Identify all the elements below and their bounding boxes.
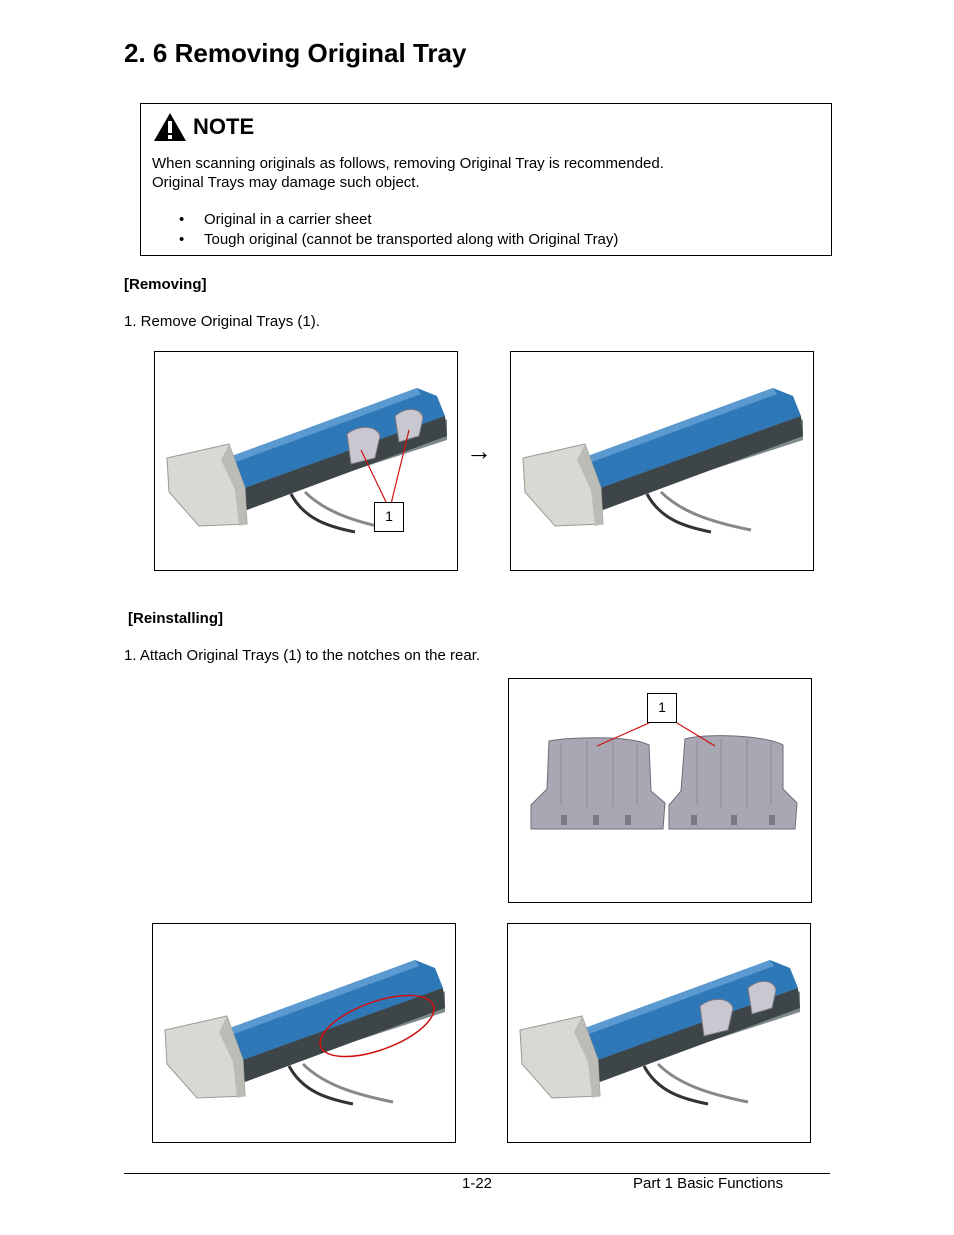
photo-original-trays <box>508 678 812 903</box>
note-header <box>153 112 254 142</box>
removing-heading: [Removing] <box>124 276 207 293</box>
scanner-illustration <box>523 388 803 532</box>
callout-label: 1 <box>374 502 404 532</box>
bullet-icon: • <box>179 211 185 228</box>
scanner-illustration <box>165 960 445 1104</box>
arrow-right-icon: → <box>466 436 492 466</box>
photo-scanner-without-trays <box>510 351 814 571</box>
note-label: NOTE <box>193 114 255 139</box>
list-item-text: Tough original (cannot be transported along with Original Tray) <box>204 231 619 248</box>
note-text-line-1: When scanning originals as follows, removing Original Tray is recommended. <box>152 155 664 172</box>
original-tray <box>531 738 665 829</box>
note-bullet-list <box>152 210 618 250</box>
page-number: 1-22 <box>462 1175 493 1192</box>
removing-step-1: 1. Remove Original Trays (1). <box>124 313 320 330</box>
note-box <box>140 103 832 256</box>
list-item-text: Original in a carrier sheet <box>204 211 372 228</box>
photo-scanner-trays-attached <box>507 923 811 1143</box>
footer-divider <box>124 1173 830 1174</box>
footer-part-label: Part 1 Basic Functions <box>633 1175 784 1192</box>
scanner-illustration <box>520 960 800 1104</box>
photo-scanner-with-trays <box>154 351 458 571</box>
note-text-line-2: Original Trays may damage such object. <box>152 174 420 191</box>
callout-label: 1 <box>647 693 677 723</box>
reinstalling-step-1: 1. Attach Original Trays (1) to the notches on the rear. <box>124 647 481 664</box>
list-item <box>152 210 618 230</box>
list-item <box>152 230 618 250</box>
warning-triangle-icon <box>153 112 187 142</box>
reinstalling-heading: [Reinstalling] <box>128 610 224 627</box>
original-tray <box>669 736 797 829</box>
bullet-icon: • <box>179 231 185 248</box>
page-title: 2. 6 Removing Original Tray <box>124 38 467 68</box>
photo-scanner-notches <box>152 923 456 1143</box>
scanner-illustration <box>167 388 447 532</box>
